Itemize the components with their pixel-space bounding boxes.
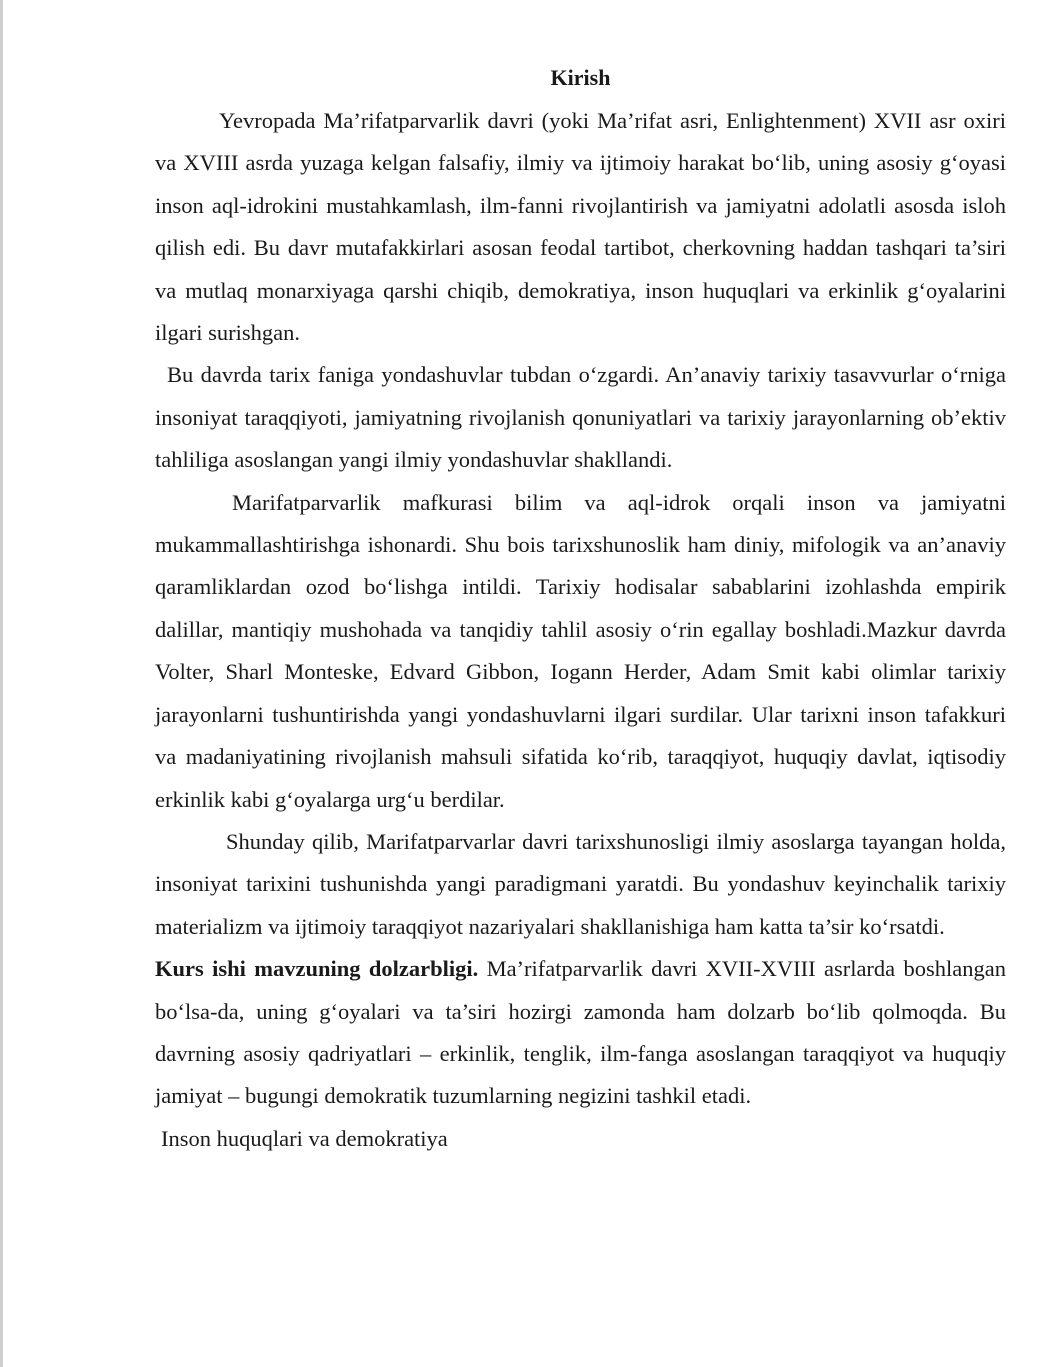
document-page xyxy=(155,58,1006,1160)
paragraph-intro: Yevropada Ma’rifatparvarlik davri (yoki Ma’rifat asri, Enlightenment) XVII asr oxiri va XVIII asrda yuzaga kelgan falsafiy, ilmiy va ijtimoiy harakat bo‘lib, uning asosiy g‘oyasi inson aql-idrokini mustahkamlash, ilm-fanni rivojlantirish va jamiyatni adolatli asosda isloh qilish edi. Bu davr mutafakkirlari asosan feodal tartibot, cherkovning haddan tashqari ta’siri va mutlaq monarxiyaga qarshi chiqib, demokratiya, inson huquqlari va erkinlik g‘oyalarini ilgari surishgan. xyxy=(155,108,1006,346)
document-title: Kirish xyxy=(550,65,611,90)
paragraph-relevance xyxy=(155,948,1006,1118)
paragraph-ideology: Marifatparvarlik mafkurasi bilim va aql-idrok orqali inson va jamiyatni mukammallashtirishga ishonardi. Shu bois tarixshunoslik ham diniy, mifologik va an’anaviy qaramliklardan ozod bo‘lishga intildi. Tarixiy hodisalar sabablarini izohlashda empirik dalillar, mantiqiy mushohada va tanqidiy tahlil asosiy o‘rin egallay boshladi.Mazkur davrda Volter, Sharl Monteske, Edvard Gibbon, Iogann Herder, Adam Smit kabi olimlar tarixiy jarayonlarni tushuntirishda yangi yondashuvlarni ilgari surdilar. Ular tarixni inson tafakkuri va madaniyatining rivojlanish mahsuli sifatida ko‘rib, taraqqiyot, huquqiy davlat, iqtisodiy erkinlik kabi g‘oyalarga urg‘u berdilar. xyxy=(155,489,1006,812)
subheading-line: Inson huquqlari va demokratiya xyxy=(161,1125,448,1151)
relevance-text: Ma’rifatparvarlik davri XVII-XVIII asrlarda boshlangan bo‘lsa-da, uning g‘oyalari va ta’siri hozirgi zamonda ham dolzarb bo‘lib qolmoqda. Bu davrning asosiy qadriyatlari – erkinlik, tenglik, ilm-fanga asoslangan taraqqiyot va huquqiy jamiyat – bugungi demokratik tuzumlarning negizini tashkil etadi. xyxy=(155,956,1006,1109)
title-container xyxy=(155,58,1006,98)
relevance-heading: Kurs ishi mavzuning dolzarbligi. xyxy=(155,956,479,982)
page-left-border xyxy=(0,0,3,1367)
paragraph-history-approach: Bu davrda tarix faniga yondashuvlar tubdan o‘zgardi. An’anaviy tarixiy tasavvurlar o‘rniga insoniyat taraqqiyoti, jamiyatning rivojlanish qonuniyatlari va tarixiy jarayonlarning ob’ektiv tahliliga asoslangan yangi ilmiy yondashuvlar shakllandi. xyxy=(155,362,1006,473)
paragraph-conclusion: Shunday qilib, Marifatparvarlar davri tarixshunosligi ilmiy asoslarga tayangan holda, insoniyat tarixini tushunishda yangi paradigmani yaratdi. Bu yondashuv keyinchalik tarixiy materializm va ijtimoiy taraqqiyot nazariyalari shakllanishiga ham katta ta’sir ko‘rsatdi. xyxy=(155,828,1006,939)
